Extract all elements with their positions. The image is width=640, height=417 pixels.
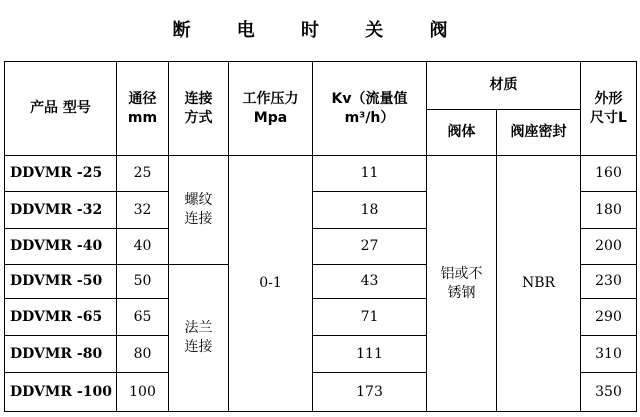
header-pressure-line2: Mpa	[253, 109, 288, 126]
header-connection	[169, 62, 229, 156]
header-valve-body: 阀体	[427, 110, 497, 156]
cell-pressure: 0-1	[229, 156, 313, 412]
cell-diameter: 65	[117, 299, 169, 336]
header-kv-line2: m³/h）	[344, 109, 395, 126]
cell-model: DDVMR -32	[5, 192, 117, 229]
header-kv	[313, 62, 427, 156]
header-connection-line2: 方式	[184, 109, 213, 126]
cell-model: DDVMR -65	[5, 299, 117, 336]
cell-connection-flange: 法兰 连接	[169, 265, 229, 412]
header-length	[581, 62, 637, 156]
header-diameter-line2: mm	[127, 109, 158, 126]
cell-length: 200	[581, 229, 637, 265]
cell-kv: 173	[313, 373, 427, 412]
header-row-1	[5, 62, 637, 110]
cell-diameter: 40	[117, 229, 169, 265]
cell-kv: 71	[313, 299, 427, 336]
cell-kv: 18	[313, 192, 427, 229]
header-length-line2: 尺寸L	[590, 109, 627, 126]
cell-model: DDVMR -25	[5, 156, 117, 192]
cell-length: 230	[581, 265, 637, 299]
cell-kv: 11	[313, 156, 427, 192]
cell-body-material: 铝或不 锈钢	[427, 156, 497, 412]
page-title: 断 电 时 关 阀	[172, 20, 468, 41]
cell-diameter: 25	[117, 156, 169, 192]
header-seat-seal: 阀座密封	[497, 110, 581, 156]
cell-length: 310	[581, 336, 637, 373]
cell-seal-material: NBR	[497, 156, 581, 412]
cell-length: 290	[581, 299, 637, 336]
header-diameter	[117, 62, 169, 156]
header-kv-line1: Kv（流量值	[331, 90, 408, 107]
header-model: 产品 型号	[5, 62, 117, 156]
cell-kv: 111	[313, 336, 427, 373]
cell-kv: 27	[313, 229, 427, 265]
header-pressure	[229, 62, 313, 156]
cell-length: 350	[581, 373, 637, 412]
header-length-line1: 外形	[594, 90, 623, 107]
cell-connection-threaded: 螺纹 连接	[169, 156, 229, 265]
header-diameter-line1: 通径	[128, 90, 157, 107]
cell-model: DDVMR -40	[5, 229, 117, 265]
spec-table	[4, 61, 637, 412]
cell-model: DDVMR -50	[5, 265, 117, 299]
cell-diameter: 100	[117, 373, 169, 412]
table-row	[5, 156, 637, 192]
cell-model: DDVMR -100	[5, 373, 117, 412]
header-connection-line1: 连接	[184, 90, 213, 107]
cell-length: 160	[581, 156, 637, 192]
cell-kv: 43	[313, 265, 427, 299]
cell-model: DDVMR -80	[5, 336, 117, 373]
cell-diameter: 50	[117, 265, 169, 299]
cell-diameter: 80	[117, 336, 169, 373]
header-material: 材质	[427, 62, 581, 110]
cell-diameter: 32	[117, 192, 169, 229]
header-pressure-line1: 工作压力	[242, 90, 299, 107]
cell-length: 180	[581, 192, 637, 229]
